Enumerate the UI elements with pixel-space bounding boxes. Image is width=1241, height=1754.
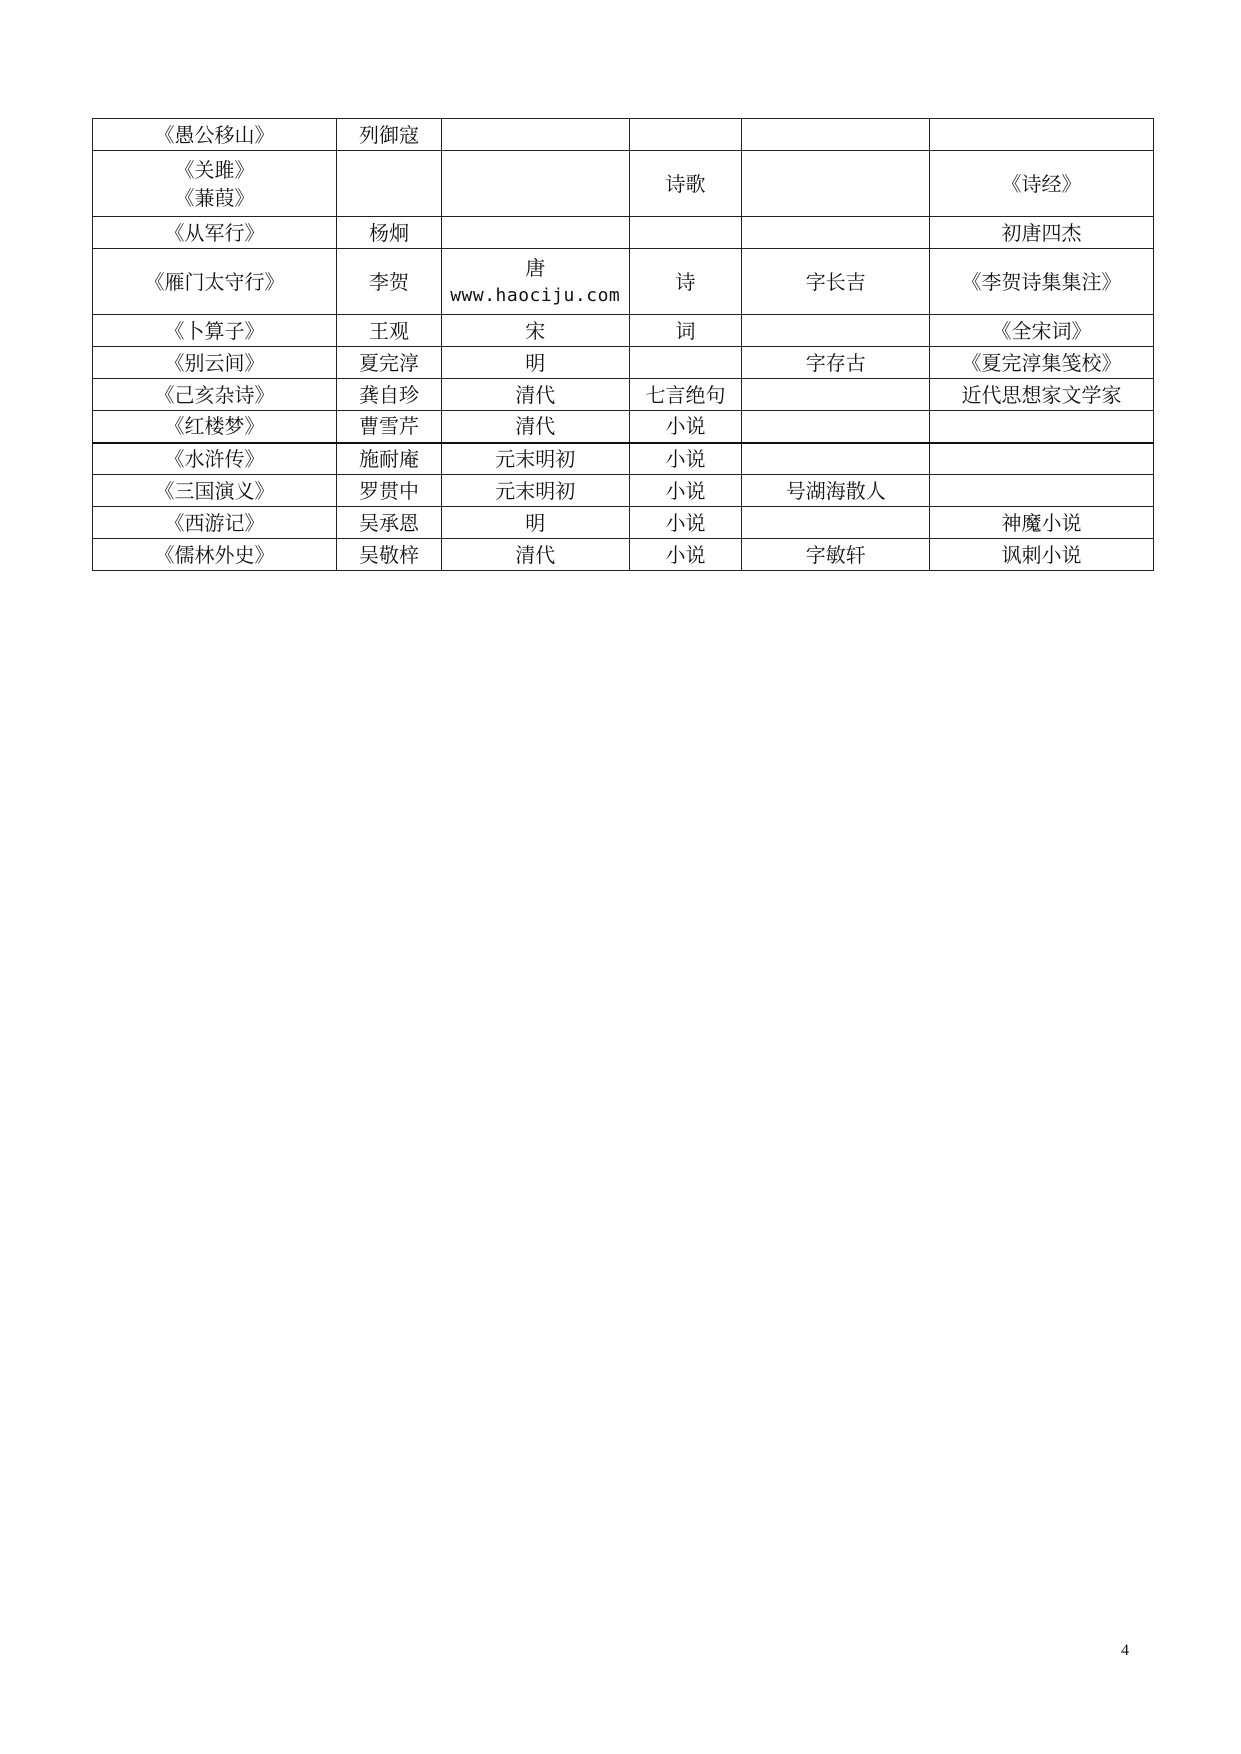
table-cell-note: 神魔小说 bbox=[930, 507, 1154, 539]
table-cell-dynasty: 元末明初 bbox=[441, 475, 629, 507]
table-cell-work: 《三国演义》 bbox=[93, 475, 337, 507]
table-cell-genre: 小说 bbox=[629, 539, 742, 571]
table-cell-work: 《西游记》 bbox=[93, 507, 337, 539]
table-row bbox=[93, 347, 1154, 379]
dynasty-line: 唐 bbox=[525, 255, 546, 280]
table-row bbox=[93, 475, 1154, 507]
table-cell-note bbox=[930, 475, 1154, 507]
table-cell-note: 《全宋词》 bbox=[930, 315, 1154, 347]
table-row bbox=[93, 411, 1154, 443]
table-cell-genre: 诗歌 bbox=[629, 151, 742, 217]
table-cell-work bbox=[93, 151, 337, 217]
table-cell-note: 近代思想家文学家 bbox=[930, 379, 1154, 411]
table-cell-dynasty: 清代 bbox=[441, 539, 629, 571]
table-cell-dynasty: 明 bbox=[441, 347, 629, 379]
table-row bbox=[93, 217, 1154, 249]
table-cell-author: 施耐庵 bbox=[337, 443, 442, 475]
table-row bbox=[93, 119, 1154, 151]
table-cell-style-name bbox=[742, 217, 930, 249]
work-title-line: 《蒹葭》 bbox=[174, 185, 255, 210]
table-cell-note bbox=[930, 443, 1154, 475]
table-cell-author: 王观 bbox=[337, 315, 442, 347]
table-cell-style-name bbox=[742, 379, 930, 411]
table-cell-genre bbox=[629, 217, 742, 249]
table-cell-style-name bbox=[742, 151, 930, 217]
table-cell-work: 《红楼梦》 bbox=[93, 411, 337, 443]
table-cell-style-name bbox=[742, 507, 930, 539]
table-cell-dynasty bbox=[441, 151, 629, 217]
table-row bbox=[93, 507, 1154, 539]
table-cell-genre: 小说 bbox=[629, 507, 742, 539]
literature-table bbox=[92, 118, 1154, 571]
table-cell-style-name bbox=[742, 119, 930, 151]
table-cell-dynasty bbox=[441, 119, 629, 151]
table-cell-dynasty: 清代 bbox=[441, 411, 629, 443]
table-cell-genre bbox=[629, 347, 742, 379]
table-cell-style-name bbox=[742, 443, 930, 475]
table-cell-note: 《诗经》 bbox=[930, 151, 1154, 217]
table-row bbox=[93, 539, 1154, 571]
table-cell-author bbox=[337, 151, 442, 217]
table-row bbox=[93, 379, 1154, 411]
table-cell-genre: 七言绝句 bbox=[629, 379, 742, 411]
table-cell-style-name: 字存古 bbox=[742, 347, 930, 379]
table-cell-genre: 词 bbox=[629, 315, 742, 347]
table-cell-dynasty bbox=[441, 217, 629, 249]
table-cell-genre: 小说 bbox=[629, 443, 742, 475]
table-cell-note: 讽刺小说 bbox=[930, 539, 1154, 571]
table-cell-genre bbox=[629, 119, 742, 151]
table-cell-author: 夏完淳 bbox=[337, 347, 442, 379]
table-row bbox=[93, 151, 1154, 217]
table-cell-dynasty: 清代 bbox=[441, 379, 629, 411]
table-cell-dynasty: 宋 bbox=[441, 315, 629, 347]
table-cell-genre: 诗 bbox=[629, 249, 742, 315]
table-cell-work: 《己亥杂诗》 bbox=[93, 379, 337, 411]
table-cell-style-name bbox=[742, 315, 930, 347]
table-cell-note bbox=[930, 119, 1154, 151]
table-cell-work: 《雁门太守行》 bbox=[93, 249, 337, 315]
table-cell-genre: 小说 bbox=[629, 475, 742, 507]
table-cell-work: 《愚公移山》 bbox=[93, 119, 337, 151]
table-cell-style-name bbox=[742, 411, 930, 443]
page-number: 4 bbox=[1121, 1642, 1129, 1659]
table-cell-work: 《水浒传》 bbox=[93, 443, 337, 475]
table-cell-dynasty bbox=[441, 249, 629, 315]
table-cell-style-name: 号湖海散人 bbox=[742, 475, 930, 507]
table-cell-author: 杨炯 bbox=[337, 217, 442, 249]
watermark-url: www.haociju.com bbox=[450, 284, 621, 306]
table-cell-work: 《从军行》 bbox=[93, 217, 337, 249]
table-cell-note: 《李贺诗集集注》 bbox=[930, 249, 1154, 315]
table-cell-dynasty: 明 bbox=[441, 507, 629, 539]
table-cell-author: 罗贯中 bbox=[337, 475, 442, 507]
table-cell-style-name: 字长吉 bbox=[742, 249, 930, 315]
table-row bbox=[93, 315, 1154, 347]
table-cell-author: 吴承恩 bbox=[337, 507, 442, 539]
table-cell-note: 初唐四杰 bbox=[930, 217, 1154, 249]
table-cell-style-name: 字敏轩 bbox=[742, 539, 930, 571]
table-cell-work: 《儒林外史》 bbox=[93, 539, 337, 571]
table-cell-author: 曹雪芹 bbox=[337, 411, 442, 443]
table-cell-work: 《卜算子》 bbox=[93, 315, 337, 347]
table-cell-author: 龚自珍 bbox=[337, 379, 442, 411]
table-row bbox=[93, 249, 1154, 315]
table-cell-genre: 小说 bbox=[629, 411, 742, 443]
table-cell-author: 吴敬梓 bbox=[337, 539, 442, 571]
table-cell-note bbox=[930, 411, 1154, 443]
table-cell-author: 列御寇 bbox=[337, 119, 442, 151]
table-cell-author: 李贺 bbox=[337, 249, 442, 315]
work-title-line: 《关雎》 bbox=[174, 157, 255, 182]
table-cell-note: 《夏完淳集笺校》 bbox=[930, 347, 1154, 379]
table-row bbox=[93, 443, 1154, 475]
table-cell-work: 《别云间》 bbox=[93, 347, 337, 379]
table-cell-dynasty: 元末明初 bbox=[441, 443, 629, 475]
